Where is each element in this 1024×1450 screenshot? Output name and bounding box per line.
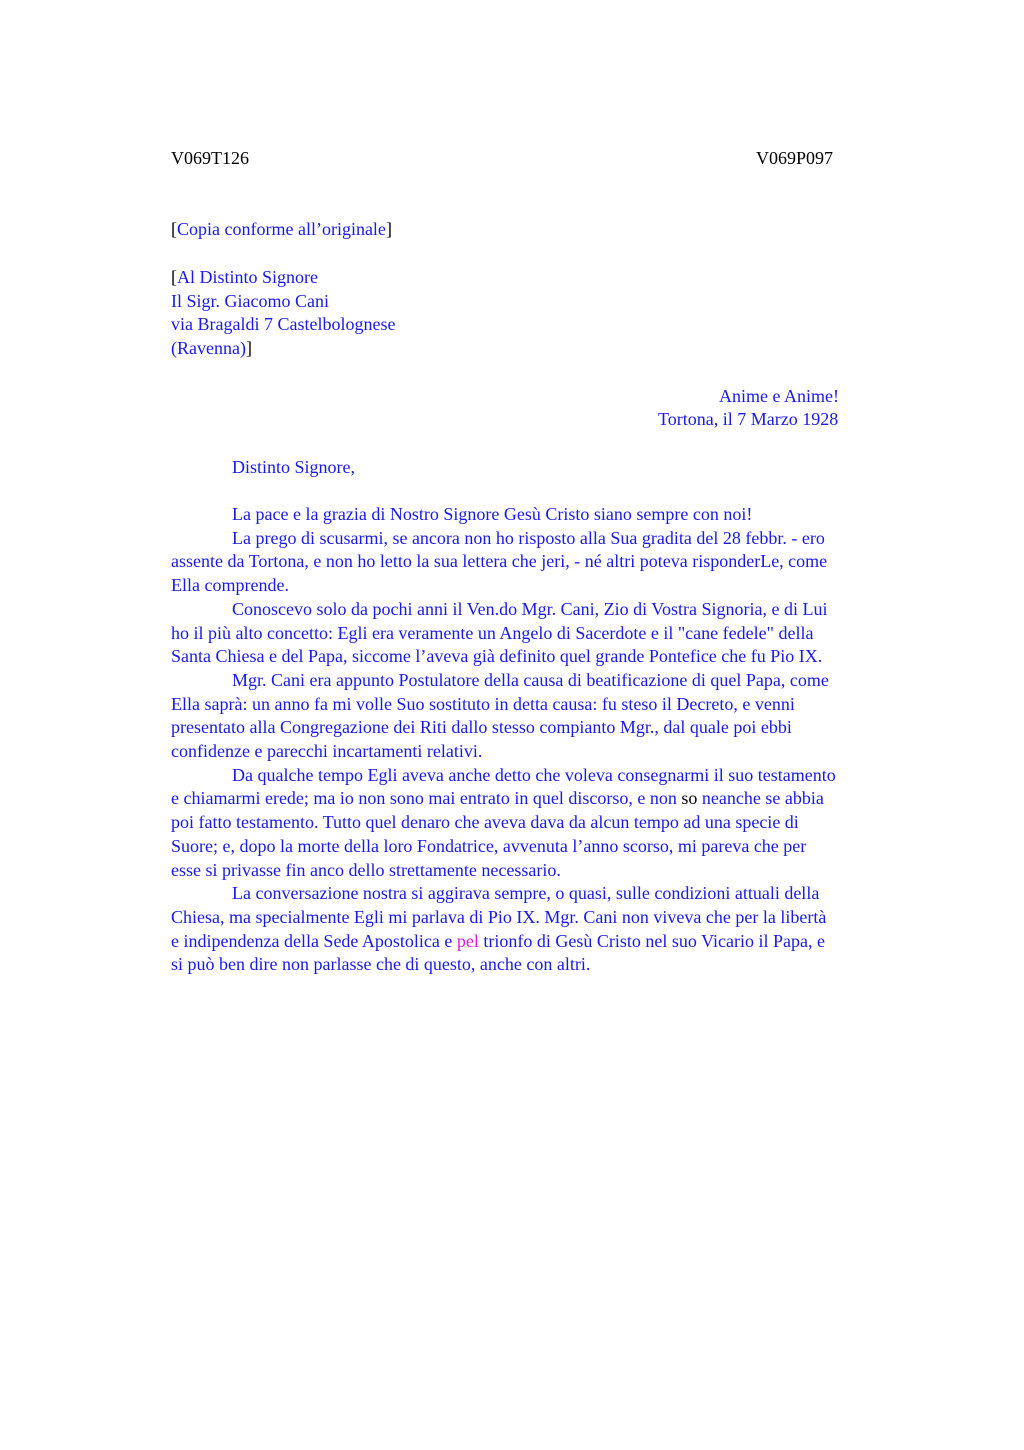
body-text-segment: trionfo di Gesù Cristo nel suo Vicario il Papa, e [478, 930, 825, 951]
motto: Anime e Anime! [719, 386, 839, 406]
body-text-segment: neanche se abbia [697, 788, 824, 809]
highlighted-word: pel [456, 930, 479, 951]
body-line [171, 787, 927, 811]
body-text-segment: e chiamarmi erede; ma io non sono mai entrato in quel discorso, e non [171, 788, 682, 809]
document-code-right: V069P097 [756, 148, 834, 168]
copy-note [171, 218, 392, 242]
body-line: Santa Chiesa e del Papa, siccome l’aveva già definito quel grande Pontefice che fu Pio IX. [171, 646, 823, 667]
body-line: Conoscevo solo da pochi anni il Ven.do Mgr. Cani, Zio di Vostra Signoria, e di Lui [232, 598, 828, 619]
address-line-1: Al Distinto Signore [177, 267, 319, 287]
copy-note-close-bracket: ] [385, 219, 392, 239]
body-line: Ella saprà: un anno fa mi volle Suo sostituto in detta causa: fu steso il Decreto, e venni [171, 693, 795, 714]
body-line: La conversazione nostra si aggirava sempre, o quasi, sulle condizioni attuali della [232, 883, 820, 904]
body-line: Chiesa, ma specialmente Egli mi parlava di Pio IX. Mgr. Cani non viveva che per la libertà [171, 906, 827, 927]
body-line: La prego di scusarmi, se ancora non ho risposto alla Sua gradita del 28 febbr. - ero [232, 527, 825, 548]
address-close-bracket: ] [245, 338, 252, 359]
black-word: so [681, 788, 698, 809]
body-line: poi fatto testamento. Tutto quel denaro che aveva dava da alcun tempo ad una specie di [171, 812, 799, 833]
body-line: presentato alla Congregazione dei Riti dallo stesso compianto Mgr., dal quale poi ebbi [171, 717, 792, 738]
body-line: confidenze e parecchi incartamenti relativi. [171, 741, 483, 762]
address-open-bracket: [ [171, 267, 177, 287]
body-line: si può ben dire non parlasse che di questo, anche con altri. [171, 954, 591, 975]
body-line: La pace e la grazia di Nostro Signore Gesù Cristo siano sempre con noi! [232, 504, 753, 524]
body-line: Mgr. Cani era appunto Postulatore della causa di beatificazione di quel Papa, come [232, 669, 829, 690]
address-line-2: Il Sigr. Giacomo Cani [171, 290, 329, 311]
letter-body [171, 503, 927, 977]
recipient-address [171, 266, 395, 361]
body-line: Da qualche tempo Egli aveva anche detto che voleva consegnarmi il suo testamento [232, 764, 836, 785]
body-line: Suore; e, dopo la morte della loro Fondatrice, avvenuta l’anno scorso, mi pareva che per [171, 835, 807, 856]
address-line-4: (Ravenna) [171, 338, 246, 359]
body-line [171, 930, 927, 954]
body-line: esse si privasse fin anco dello strettamente necessario. [171, 859, 561, 880]
letter-date: Tortona, il 7 Marzo 1928 [658, 409, 839, 429]
copy-note-text: Copia conforme all’originale [177, 219, 386, 239]
body-line: ho il più alto concetto: Egli era veramente un Angelo di Sacerdote e il "cane fedele" della [171, 622, 814, 643]
body-text-segment: e indipendenza della Sede Apostolica e [171, 930, 457, 951]
body-line: Ella comprende. [171, 575, 289, 596]
body-line: assente da Tortona, e non ho letto la sua lettera che jeri, - né altri poteva risponderLe, come [171, 551, 828, 572]
document-code-left: V069T126 [171, 148, 249, 168]
address-line-3: via Bragaldi 7 Castelbolognese [171, 314, 396, 335]
copy-note-open-bracket: [ [171, 219, 177, 239]
salutation: Distinto Signore, [232, 457, 356, 477]
